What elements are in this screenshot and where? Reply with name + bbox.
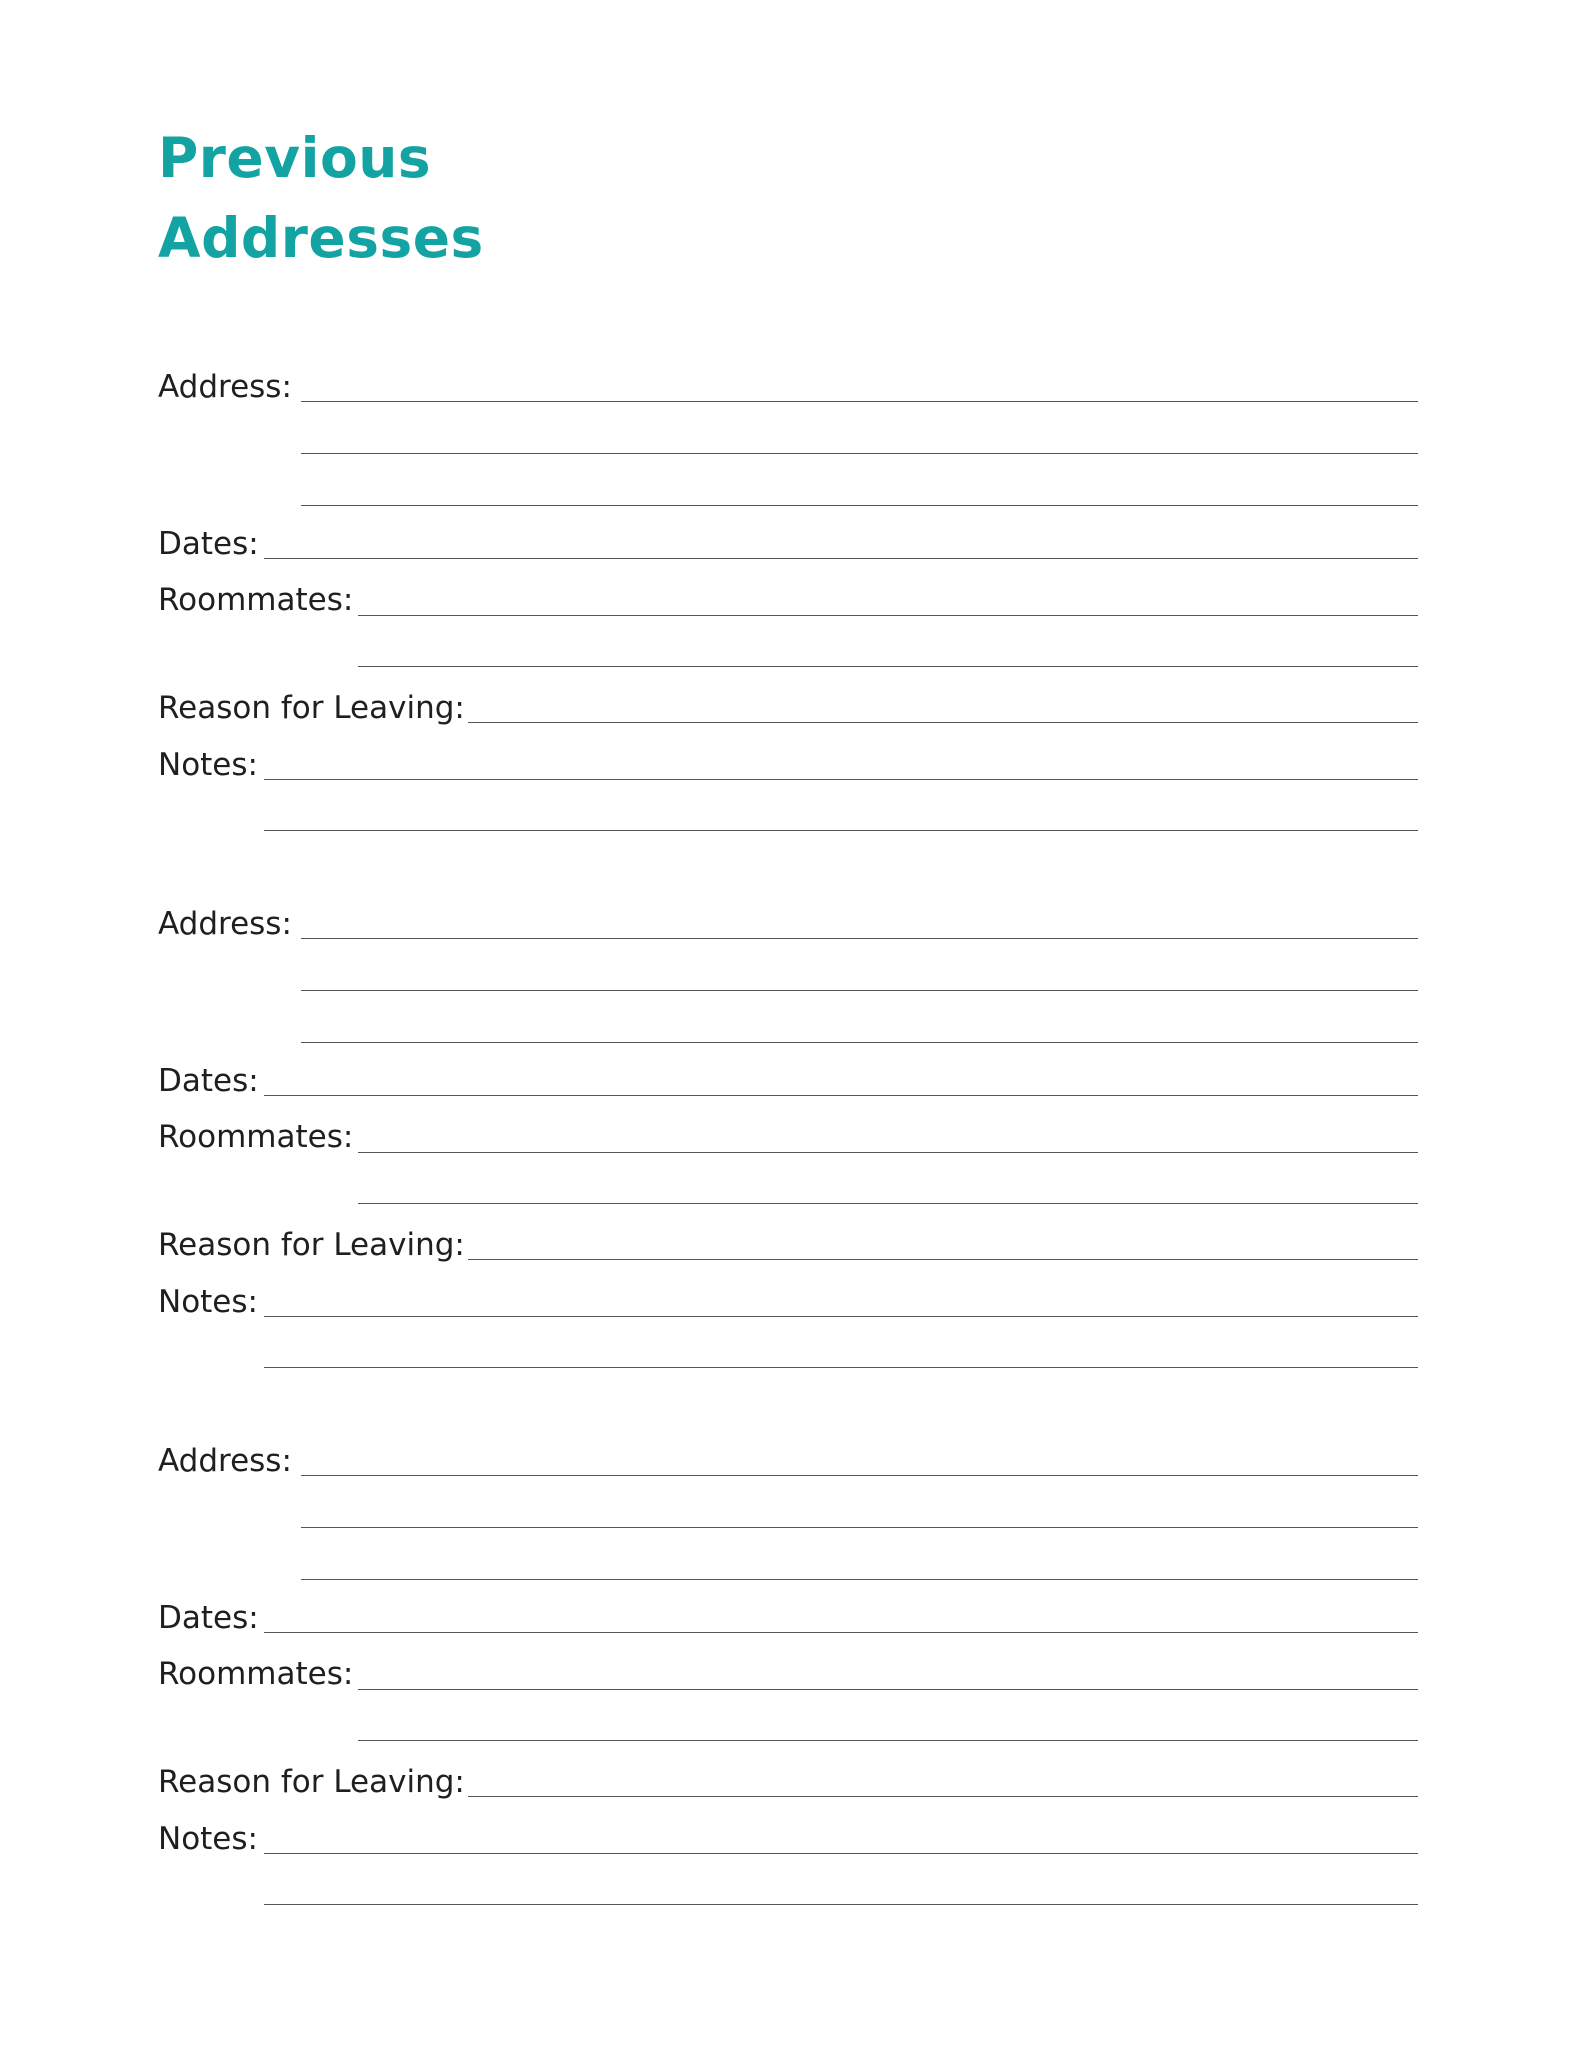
page-title-line-1: Previous bbox=[158, 126, 432, 190]
page-title-line-2: Addresses bbox=[158, 206, 484, 270]
roommates-label: Roommates: bbox=[158, 1656, 354, 1692]
dates-label: Dates: bbox=[158, 526, 259, 562]
address-line-2[interactable] bbox=[301, 453, 1418, 454]
address-label: Address: bbox=[158, 1443, 292, 1479]
reason-for-leaving-line[interactable] bbox=[468, 722, 1418, 723]
notes-line-1[interactable] bbox=[264, 1316, 1418, 1317]
address-line-1[interactable] bbox=[301, 1475, 1418, 1476]
roommates-line-1[interactable] bbox=[358, 1689, 1418, 1690]
notes-line-1[interactable] bbox=[264, 1853, 1418, 1854]
roommates-line-2[interactable] bbox=[358, 1203, 1418, 1204]
reason-for-leaving-line[interactable] bbox=[468, 1796, 1418, 1797]
address-entry-2 bbox=[158, 904, 1418, 1444]
address-entry-3 bbox=[158, 1441, 1418, 1981]
roommates-line-1[interactable] bbox=[358, 615, 1418, 616]
address-label: Address: bbox=[158, 906, 292, 942]
dates-label: Dates: bbox=[158, 1600, 259, 1636]
page-title bbox=[158, 118, 484, 278]
address-line-1[interactable] bbox=[301, 401, 1418, 402]
dates-line[interactable] bbox=[264, 558, 1418, 559]
notes-label: Notes: bbox=[158, 747, 258, 783]
notes-label: Notes: bbox=[158, 1821, 258, 1857]
roommates-label: Roommates: bbox=[158, 1119, 354, 1155]
roommates-line-1[interactable] bbox=[358, 1152, 1418, 1153]
roommates-line-2[interactable] bbox=[358, 666, 1418, 667]
notes-line-2[interactable] bbox=[264, 1904, 1418, 1905]
address-entry-1 bbox=[158, 367, 1418, 907]
notes-line-2[interactable] bbox=[264, 830, 1418, 831]
dates-label: Dates: bbox=[158, 1063, 259, 1099]
notes-label: Notes: bbox=[158, 1284, 258, 1320]
roommates-label: Roommates: bbox=[158, 582, 354, 618]
address-label: Address: bbox=[158, 369, 292, 405]
reason-for-leaving-label: Reason for Leaving: bbox=[158, 690, 465, 726]
dates-line[interactable] bbox=[264, 1095, 1418, 1096]
reason-for-leaving-label: Reason for Leaving: bbox=[158, 1764, 465, 1800]
address-line-1[interactable] bbox=[301, 938, 1418, 939]
address-line-3[interactable] bbox=[301, 1042, 1418, 1043]
dates-line[interactable] bbox=[264, 1632, 1418, 1633]
roommates-line-2[interactable] bbox=[358, 1740, 1418, 1741]
reason-for-leaving-label: Reason for Leaving: bbox=[158, 1227, 465, 1263]
address-line-3[interactable] bbox=[301, 505, 1418, 506]
reason-for-leaving-line[interactable] bbox=[468, 1259, 1418, 1260]
notes-line-1[interactable] bbox=[264, 779, 1418, 780]
notes-line-2[interactable] bbox=[264, 1367, 1418, 1368]
address-line-3[interactable] bbox=[301, 1579, 1418, 1580]
address-line-2[interactable] bbox=[301, 1527, 1418, 1528]
address-line-2[interactable] bbox=[301, 990, 1418, 991]
